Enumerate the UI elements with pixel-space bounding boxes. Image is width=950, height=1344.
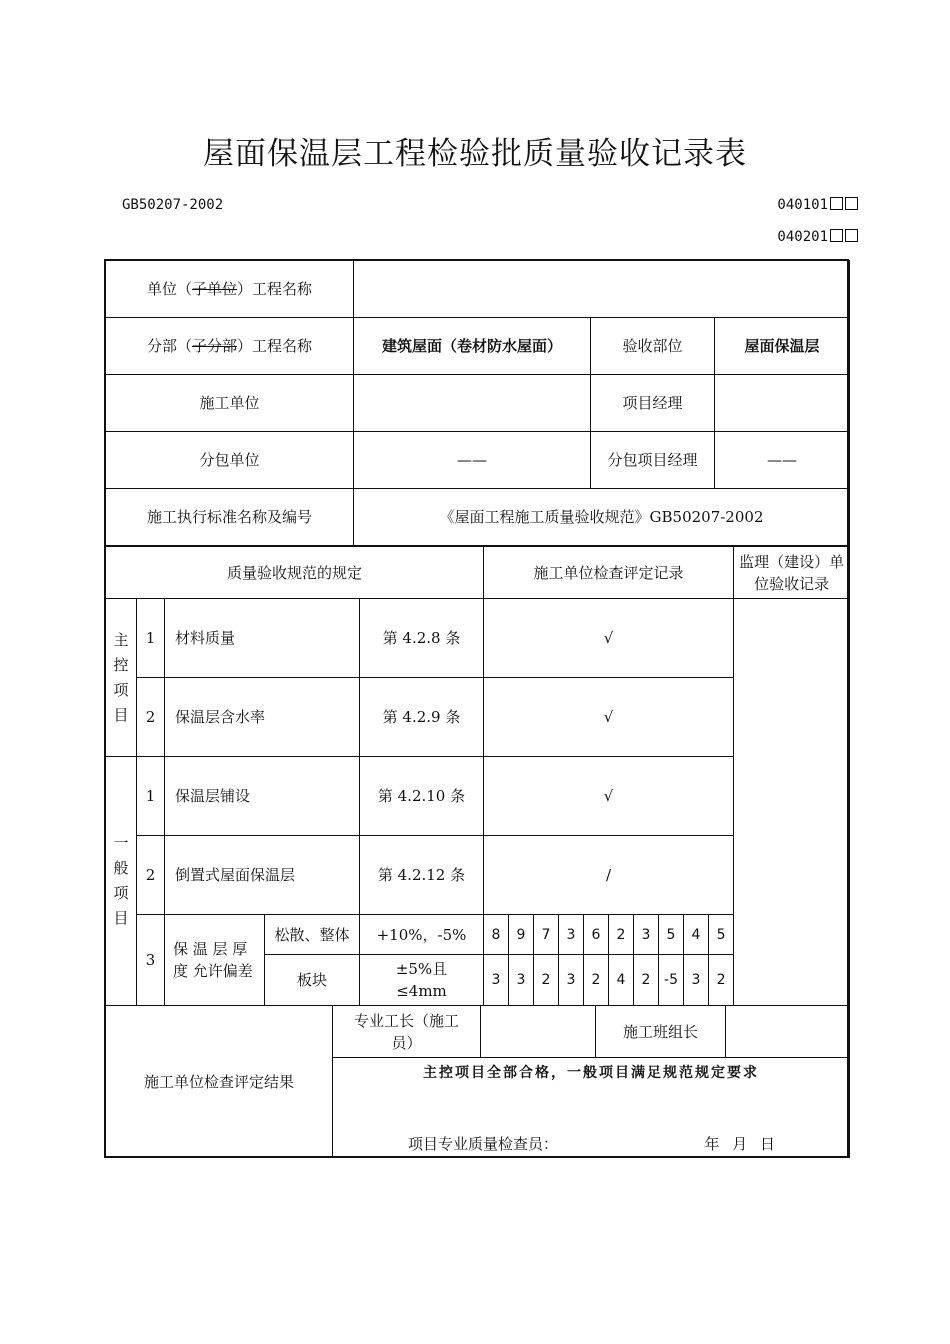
page-title: 屋面保温层工程检验批质量验收记录表 xyxy=(203,136,747,172)
unit-name-label: 单位（子单位）工程名称 xyxy=(106,261,354,318)
division-name-value: 建筑屋面（卷材防水屋面） xyxy=(354,318,591,375)
main-item-result: √ xyxy=(484,678,734,757)
subcontractor-label: 分包单位 xyxy=(106,432,354,489)
inspector-label: 项目专业质量检查员： xyxy=(408,1135,559,1153)
col-contractor-header: 施工单位检查评定记录 xyxy=(484,547,734,599)
unit-name-value xyxy=(354,261,850,318)
measure-value: 4 xyxy=(684,915,709,955)
sub-pm-label: 分包项目经理 xyxy=(591,432,715,489)
measure-value: 8 xyxy=(484,915,509,955)
general-item-no: 1 xyxy=(137,757,165,836)
acceptance-part-label: 验收部位 xyxy=(591,318,715,375)
general-item-result: √ xyxy=(484,757,734,836)
contractor-label: 施工单位 xyxy=(106,375,354,432)
standard-code: GB50207-2002 xyxy=(122,197,224,213)
general-item-no: 2 xyxy=(137,836,165,915)
project-manager-value xyxy=(715,375,850,432)
thickness-tolerance: +10%，-5% xyxy=(360,915,484,955)
measure-value: 5 xyxy=(709,915,734,955)
supervisor-record xyxy=(734,599,850,1006)
measure-value: -5 xyxy=(659,955,684,1006)
acceptance-part-value: 屋面保温层 xyxy=(715,318,850,375)
thickness-tolerance: ±5%且≤4mm xyxy=(360,955,484,1006)
measure-value: 7 xyxy=(534,915,559,955)
form-code-1: 040101 xyxy=(777,197,858,213)
sub-pm-value: —— xyxy=(715,432,850,489)
measure-value: 2 xyxy=(709,955,734,1006)
result-conclusion: 主控项目全部合格，一般项目满足规范规定要求 xyxy=(423,1065,759,1081)
main-item-name: 材料质量 xyxy=(165,599,360,678)
form-code-2: 040201 xyxy=(777,229,858,245)
measure-value: 2 xyxy=(634,955,659,1006)
measure-value: 4 xyxy=(609,955,634,1006)
main-item-no: 2 xyxy=(137,678,165,757)
standard-value: 《屋面工程施工质量验收规范》GB50207-2002 xyxy=(354,489,850,546)
measure-value: 2 xyxy=(534,955,559,1006)
date-label: 年 月 日 xyxy=(704,1135,775,1153)
main-item-name: 保温层含水率 xyxy=(165,678,360,757)
measure-value: 5 xyxy=(659,915,684,955)
contractor-value xyxy=(354,375,591,432)
measure-value: 3 xyxy=(509,955,534,1006)
general-item-result: / xyxy=(484,836,734,915)
team-leader-label: 施工班组长 xyxy=(596,1006,726,1058)
main-item-clause: 第 4.2.9 条 xyxy=(360,678,484,757)
thickness-no: 3 xyxy=(137,915,165,1006)
foreman-label: 专业工长（施工员） xyxy=(333,1006,481,1058)
main-group-label: 主控项目 xyxy=(106,599,137,757)
general-group-label: 一般项目 xyxy=(106,757,137,1006)
measure-value: 3 xyxy=(484,955,509,1006)
result-label: 施工单位检查评定结果 xyxy=(106,1006,333,1158)
measure-value: 9 xyxy=(509,915,534,955)
thickness-type: 板块 xyxy=(265,955,360,1006)
subcontractor-value: —— xyxy=(354,432,591,489)
team-leader-value xyxy=(726,1006,850,1058)
general-item-clause: 第 4.2.12 条 xyxy=(360,836,484,915)
measure-value: 2 xyxy=(609,915,634,955)
inspection-table xyxy=(105,546,850,1006)
general-item-name: 保温层铺设 xyxy=(165,757,360,836)
thickness-type: 松散、整体 xyxy=(265,915,360,955)
measure-value: 6 xyxy=(584,915,609,955)
project-manager-label: 项目经理 xyxy=(591,375,715,432)
result-conclusion-cell xyxy=(333,1058,850,1158)
general-item-name: 倒置式屋面保温层 xyxy=(165,836,360,915)
main-item-no: 1 xyxy=(137,599,165,678)
measure-value: 3 xyxy=(559,955,584,1006)
header-table xyxy=(105,260,850,546)
standard-label: 施工执行标准名称及编号 xyxy=(106,489,354,546)
measure-value: 2 xyxy=(584,955,609,1006)
measure-value: 3 xyxy=(684,955,709,1006)
main-item-result: √ xyxy=(484,599,734,678)
division-name-label: 分部（子分部）工程名称 xyxy=(106,318,354,375)
measure-value: 3 xyxy=(634,915,659,955)
col-spec-header: 质量验收规范的规定 xyxy=(106,547,484,599)
thickness-name: 保 温 层 厚 度 允许偏差 xyxy=(165,915,265,1006)
measure-value: 3 xyxy=(559,915,584,955)
col-supervisor-header: 监理（建设）单位验收记录 xyxy=(734,547,850,599)
main-item-clause: 第 4.2.8 条 xyxy=(360,599,484,678)
result-table xyxy=(105,1005,850,1158)
foreman-value xyxy=(481,1006,596,1058)
general-item-clause: 第 4.2.10 条 xyxy=(360,757,484,836)
